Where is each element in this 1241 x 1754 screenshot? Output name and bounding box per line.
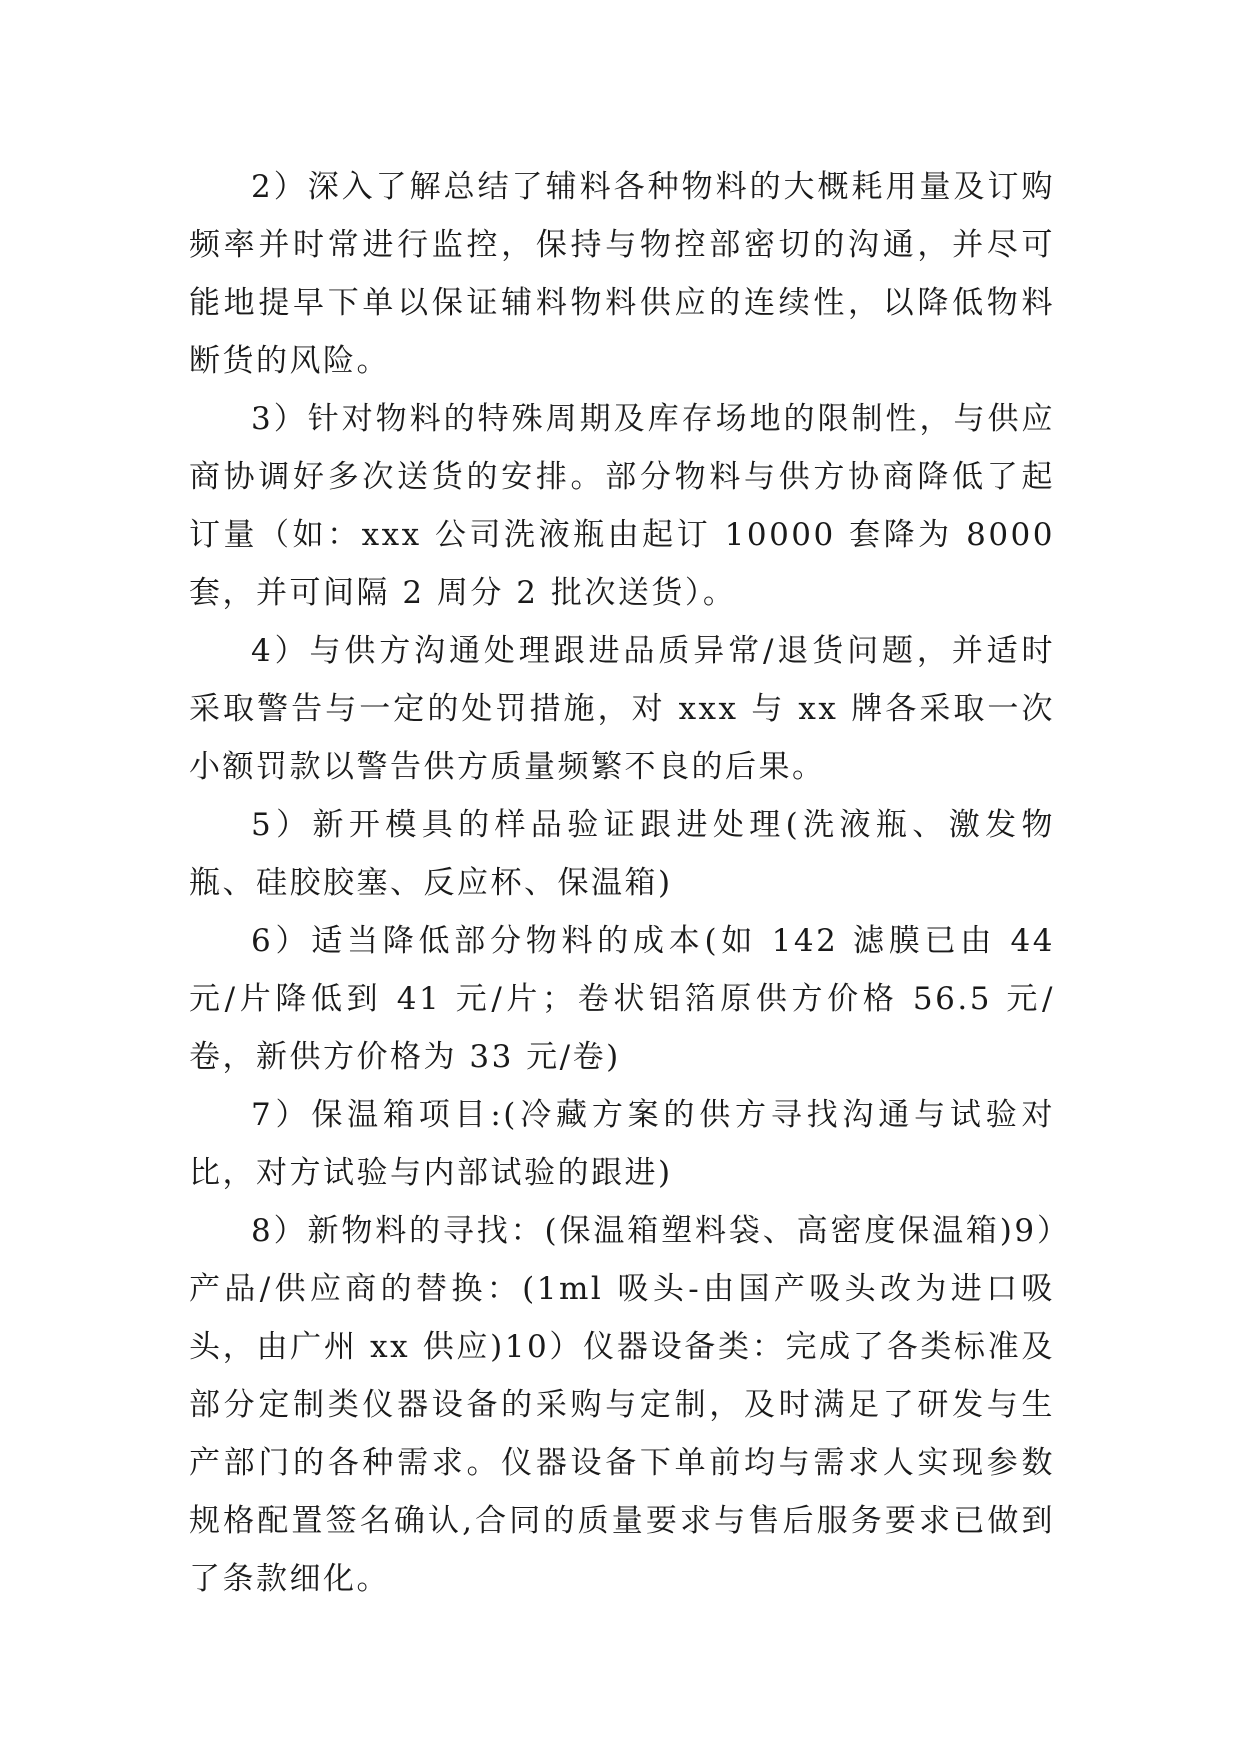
paragraph-7: 7）保温箱项目:(冷藏方案的供方寻找沟通与试验对比，对方试验与内部试验的跟进) [189, 1097, 1055, 1191]
paragraph-2: 2）深入了解总结了辅料各种物料的大概耗用量及订购频率并时常进行监控，保持与物控部密切的沟通，并尽可能地提早下单以保证辅料物料供应的连续性，以降低物料断货的风险。 [189, 169, 1055, 379]
paragraph-6: 6）适当降低部分物料的成本(如 142 滤膜已由 44 元/片降低到 41 元/片；卷状铝箔原供方价格 56.5 元/卷，新供方价格为 33 元/卷) [189, 923, 1055, 1075]
paragraph-3: 3）针对物料的特殊周期及库存场地的限制性，与供应商协调好多次送货的安排。部分物料与供方协商降低了起订量（如：xxx 公司洗液瓶由起订 10000 套降为 8000 套，并可间隔 2 周分 2 批次送货）。 [189, 401, 1055, 611]
document-body [189, 158, 1055, 1608]
paragraph-5: 5）新开模具的样品验证跟进处理(洗液瓶、激发物瓶、硅胶胶塞、反应杯、保温箱) [189, 807, 1055, 901]
paragraph-8-10: 8）新物料的寻找：(保温箱塑料袋、高密度保温箱)9）产品/供应商的替换：(1ml 吸头-由国产吸头改为进口吸头，由广州 xx 供应)10）仪器设备类：完成了各类标准及部分定制类仪器设备的采购与定制，及时满足了研发与生产部门的各种需求。仪器设备下单前均与需求人实现参数规格配置签名确认,合同的质量要求与售后服务要求已做到了条款细化。 [189, 1213, 1055, 1597]
paragraph-4: 4）与供方沟通处理跟进品质异常/退货问题，并适时采取警告与一定的处罚措施，对 xxx 与 xx 牌各采取一次小额罚款以警告供方质量频繁不良的后果。 [189, 633, 1055, 785]
